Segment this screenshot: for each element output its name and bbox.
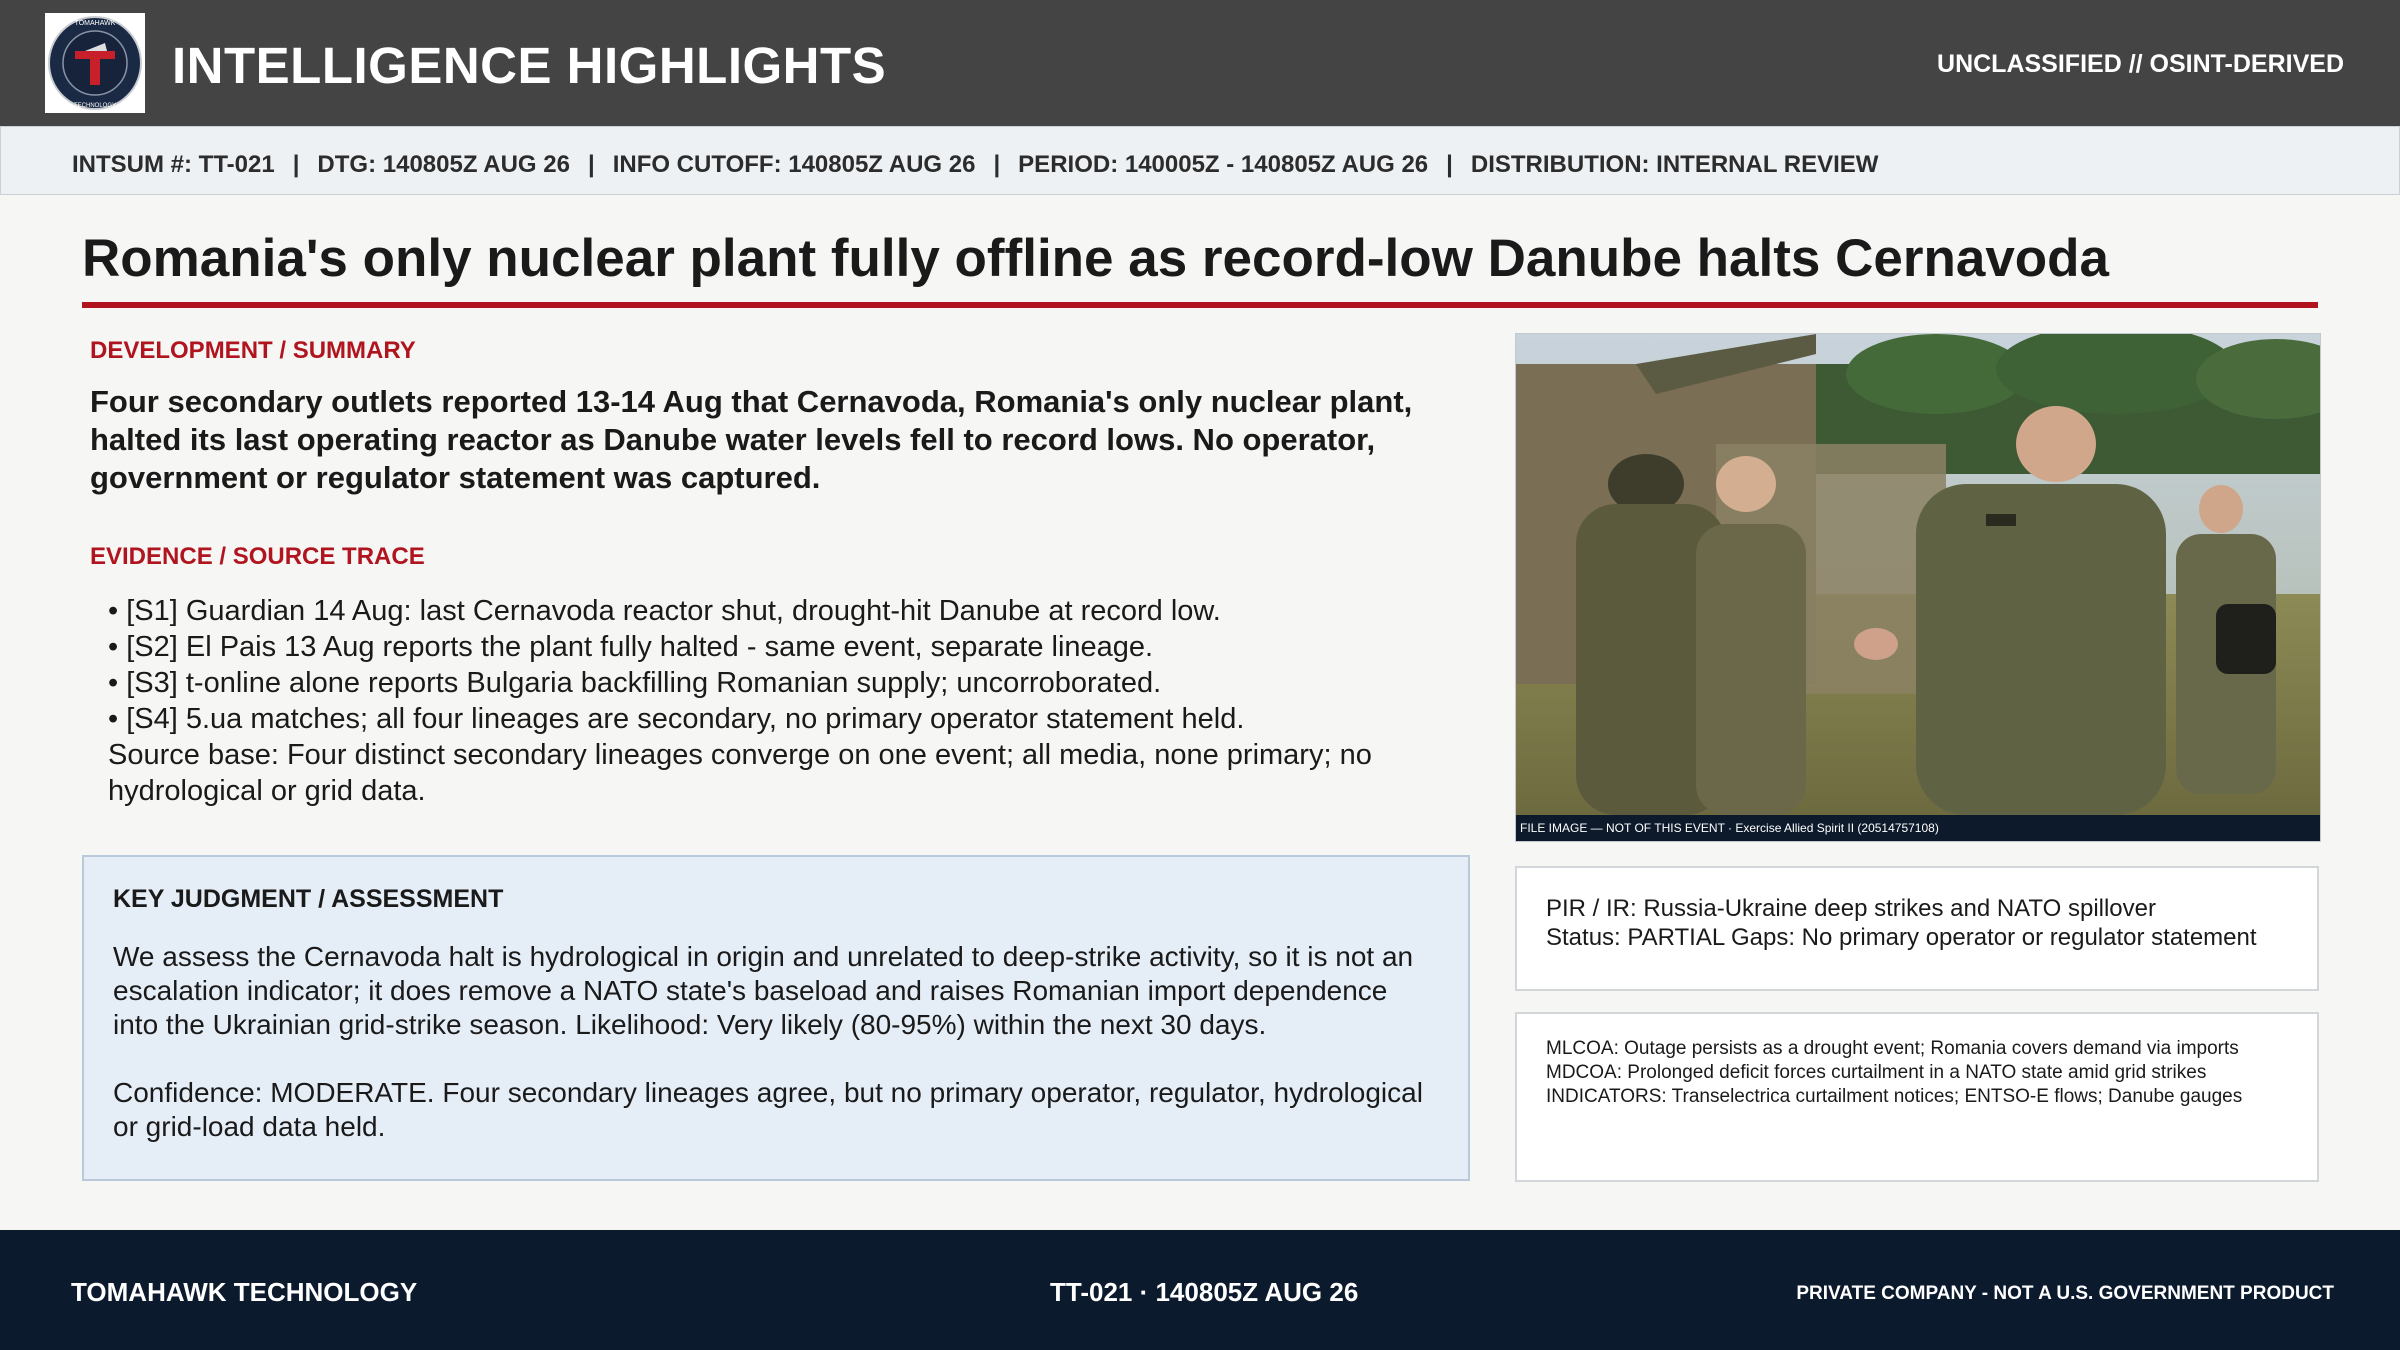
mlcoa-line: MLCOA: Outage persists as a drought event; Romania covers demand via imports (1546, 1038, 2239, 1059)
footer-bar (0, 1230, 2400, 1350)
app-title: INTELLIGENCE HIGHLIGHTS (172, 37, 887, 94)
evidence-item: • [S2] El Pais 13 Aug reports the plant fully halted - same event, separate lineage. (108, 631, 1154, 663)
tomahawk-logo (45, 13, 145, 113)
summary-text: Four secondary outlets reported 13-14 Aug that Cernavoda, Romania's only nuclear plant, halted its last operating reactor as Danube water levels fell to record lows. No operator, government or regulator statement was captured. (90, 384, 1413, 495)
assessment-text: We assess the Cernavoda halt is hydrological in origin and unrelated to deep-strike activity, so it is not an escalation indicator; it does remove a NATO state's baseload and raises Romanian import dependence into the Ukrainian grid-strike season. Likelihood: Very likely (80-95%) within the next 30 days. (113, 941, 1414, 1040)
confidence-text: Confidence: MODERATE. Four secondary lineages agree, but no primary operator, regulator, hydrological or grid-load data held. (113, 1077, 1423, 1142)
evidence-label: EVIDENCE / SOURCE TRACE (90, 543, 425, 570)
file-photo (1515, 333, 2321, 842)
meta-separator: | (587, 151, 595, 178)
evidence-item: • [S4] 5.ua matches; all four lineages are secondary, no primary operator statement held. (108, 703, 1245, 735)
indicators-line: INDICATORS: Transelectrica curtailment notices; ENTSO-E flows; Danube gauges (1546, 1086, 2243, 1107)
soldiers-photo-image (1516, 334, 2320, 815)
meta-separator: | (1446, 151, 1453, 178)
key-judgment-panel (82, 855, 1470, 1181)
footer-disclaimer: PRIVATE COMPANY - NOT A U.S. GOVERNMENT PRODUCT (1796, 1283, 2334, 1304)
pir-panel (1515, 866, 2319, 991)
key-judgment-title: KEY JUDGMENT / ASSESSMENT (113, 885, 504, 913)
distribution: DISTRIBUTION: INTERNAL REVIEW (1470, 151, 1879, 178)
pir-line: PIR / IR: Russia-Ukraine deep strikes and NATO spillover (1546, 895, 2156, 922)
evidence-item: • [S1] Guardian 14 Aug: last Cernavoda reactor shut, drought-hit Danube at record low. (108, 595, 1221, 627)
info-cutoff: INFO CUTOFF: 140805Z AUG 26 (612, 151, 976, 178)
period: PERIOD: 140005Z - 140805Z AUG 26 (1018, 151, 1429, 178)
photo-caption: FILE IMAGE — NOT OF THIS EVENT · Exercise Allied Spirit II (20514757108) (1516, 815, 2320, 841)
tomahawk-emblem-icon (45, 13, 145, 113)
title-divider (82, 302, 2318, 308)
footer-reference: TT-021 · 140805Z AUG 26 (1050, 1277, 1359, 1307)
coa-panel (1515, 1012, 2319, 1182)
logo-text-top: TOMAHAWK (74, 20, 116, 27)
mdcoa-line: MDCOA: Prolonged deficit forces curtailment in a NATO state amid grid strikes (1546, 1062, 2207, 1083)
meta-separator: | (292, 151, 300, 178)
summary-label: DEVELOPMENT / SUMMARY (90, 337, 416, 364)
source-base: Source base: Four distinct secondary lineages converge on one event; all media, none primary; no hydrological or grid data. (108, 739, 1372, 807)
pir-status-line: Status: PARTIAL Gaps: No primary operator or regulator statement (1546, 924, 2257, 951)
key-judgment-body (113, 940, 1433, 1144)
meta-separator: | (993, 151, 1001, 178)
classification-banner: UNCLASSIFIED // OSINT-DERIVED (1937, 50, 2344, 78)
footer-org: TOMAHAWK TECHNOLOGY (71, 1277, 418, 1307)
logo-text-bottom: TECHNOLOGY (73, 103, 117, 109)
evidence-list (108, 593, 1448, 809)
evidence-item: • [S3] t-online alone reports Bulgaria backfilling Romanian supply; uncorroborated. (108, 667, 1162, 699)
page-title: Romania's only nuclear plant fully offline as record-low Danube halts Cernavoda (82, 229, 2110, 288)
intsum-number: INTSUM #: TT-021 (72, 151, 275, 178)
dtg: DTG: 140805Z AUG 26 (317, 151, 570, 178)
metadata-bar (0, 126, 2400, 195)
header-bar (0, 0, 2400, 126)
